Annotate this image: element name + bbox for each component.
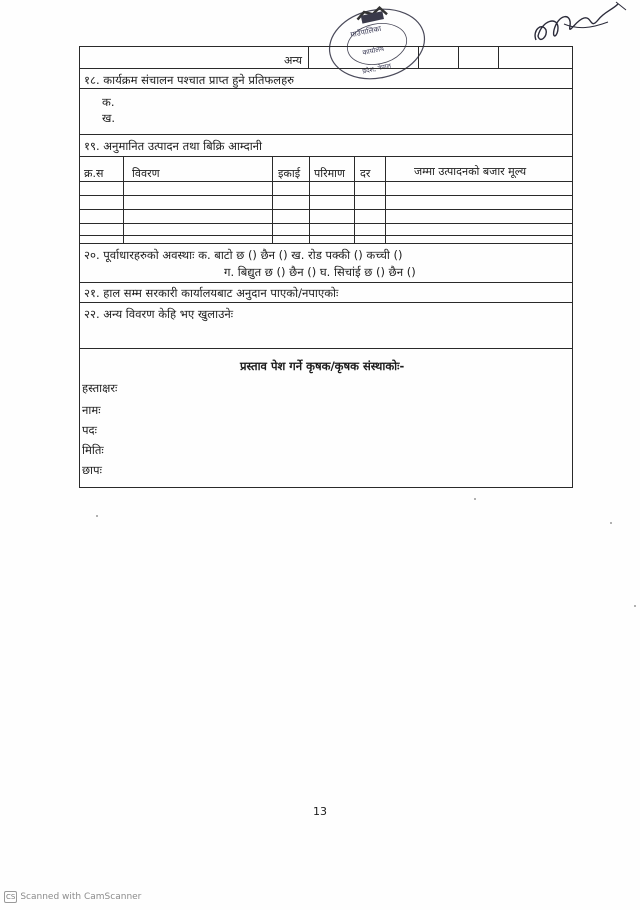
col-serial: क्र.स [84,167,104,180]
section-18-title: १८. कार्यक्रम संचालन पश्चात प्राप्त हुने प्रतिफलहरु [84,73,295,87]
production-table [80,157,572,244]
scanner-text: Scanned with CamScanner [20,892,142,902]
scanner-watermark [4,891,141,903]
section-19-title-row [80,135,572,157]
header-row [80,47,572,69]
stamp-line2: कार्यालय [361,44,385,58]
section-22-text: २२. अन्य विवरण केहि भए खुलाउनेः [84,307,234,321]
camscanner-icon: CS [6,893,16,901]
section-21-row [80,283,572,303]
section-20-line1: २०. पूर्वाधारहरुको अवस्थाः क. बाटो छ () छैन () ख. रोड पक्की () कच्ची () [84,248,403,262]
section-19-title: १९. अनुमानित उत्पादन तथा बिक्रि आम्दानी [84,139,263,153]
field-designation: पदः [82,423,97,437]
col-rate: दर [360,167,371,180]
stamp-line3: प्रदेश, नेपाल [361,61,392,76]
scan-speck [96,515,98,517]
section-20-row [80,243,572,283]
section-22-row [80,303,572,349]
scan-speck [634,605,636,607]
section-21-text: २१. हाल सम्म सरकारी कार्यालयबाट अनुदान पाएको/नपाएकोः [84,286,339,300]
form-frame [79,46,573,488]
col-total-market-value: जम्मा उत्पादनको बजार मूल्य [414,165,527,178]
section-18-title-row [80,69,572,89]
handwritten-signature [528,0,633,52]
col-unit: इकाई [278,167,301,180]
page-number: 13 [313,805,327,818]
proposal-heading: प्रस्ताव पेश गर्ने कृषक/कृषक संस्थाकोः- [240,359,405,373]
scan-speck [610,522,612,524]
section-18-item-ka: क. [102,95,115,109]
field-date: मितिः [82,443,104,457]
col-quantity: परिमाण [314,167,345,180]
col-description: विवरण [132,167,160,180]
scan-speck [474,498,476,500]
field-name: नामः [82,403,101,417]
section-20-line2: ग. बिद्युत छ () छैन () घ. सिचांई छ () छैन () [224,265,416,279]
stamp-line1: गाउँपालिका [349,23,382,40]
field-signature: हस्ताक्षरः [82,381,118,395]
applicant-block [80,349,572,487]
section-18-item-kha: ख. [102,111,116,125]
other-label: अन्य [284,54,303,67]
field-seal: छापः [82,463,102,477]
section-18-body [80,89,572,135]
